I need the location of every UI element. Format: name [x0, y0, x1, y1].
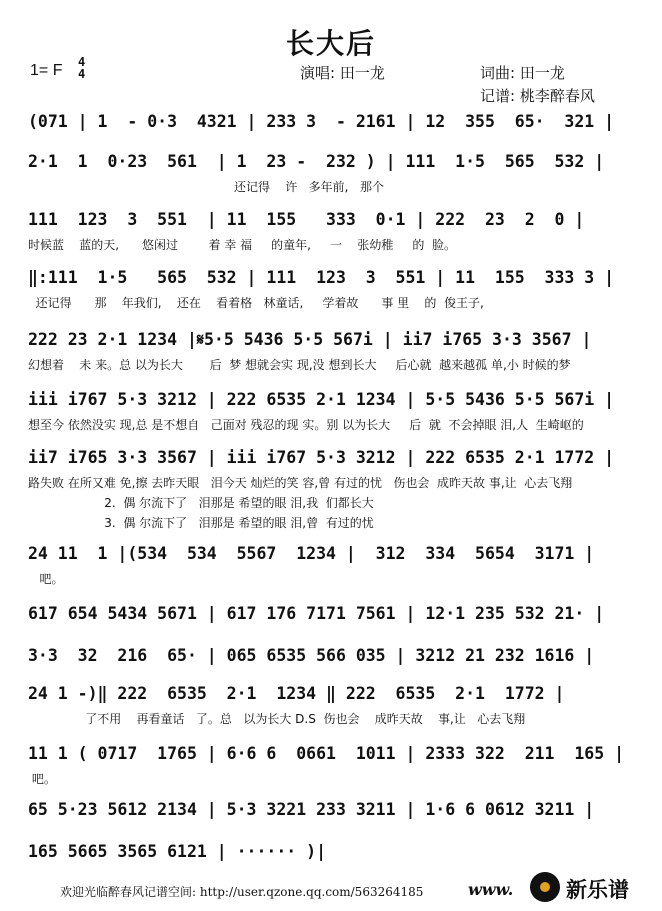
lyricist-composer: 词曲: 田一龙 — [480, 64, 565, 82]
time-signature-top: 4 — [78, 55, 86, 69]
lyrics-row: 吧。 — [28, 772, 56, 786]
singer: 演唱: 田一龙 — [300, 64, 385, 82]
notation-row: 24 11 1 |(534 534 5567 1234 | 312 334 5654 3171 | — [28, 544, 595, 563]
notation-row: 65 5·23 5612 2134 | 5·3 3221 233 3211 | 1·6 6 0612 3211 | — [28, 800, 595, 819]
notation-row: (071 | 1 - 0·3 4321 | 233 3 - 2161 | 12 355 65· 321 | — [28, 112, 615, 131]
lyrics-row: 幻想着 未 来。总 以为长大 后 梦 想就会实 现,没 想到长大 后心就 越来越孤 单,小 时候的梦 — [28, 358, 571, 372]
time-signature-bottom: 4 — [78, 67, 86, 81]
lyrics-row: 想至今 依然没实 现,总 是不想自 己面对 残忍的现 实。别 以为长大 后 就 不会掉眼 泪,人 生崎岖的 — [28, 418, 584, 432]
time-signature — [78, 56, 85, 80]
notation-row: 222 23 2·1 1234 |𝄋5·5 5436 5·5 567i | ii7 i765 3·3 3567 | — [28, 330, 592, 349]
record-disc-icon — [530, 872, 560, 902]
notation-row: 111 123 3 551 | 11 155 333 0·1 | 222 23 2 0 | — [28, 210, 585, 229]
notation-row: iii i767 5·3 3212 | 222 6535 2·1 1234 | 5·5 5436 5·5 567i | — [28, 390, 615, 409]
notation-row: 617 654 5434 5671 | 617 176 7171 7561 | 12·1 235 532 21· | — [28, 604, 605, 623]
lyrics-row: 了不用 再看童话 了。总 以为长大 D.S 伤也会 成昨天故 事,让 心去飞翔 — [28, 712, 526, 726]
notation-row: ii7 i765 3·3 3567 | iii i767 5·3 3212 | 222 6535 2·1 1772 | — [28, 448, 615, 467]
notation-row: 3·3 32 216 65· | 065 6535 566 035 | 3212 21 232 1616 | — [28, 646, 595, 665]
notation-row: 24 1 -)‖ 222 6535 2·1 1234 ‖ 222 6535 2·1 1772 | — [28, 684, 565, 703]
lyrics-row: 时候蓝 蓝的天, 悠闲过 着 幸 福 的童年, 一 张幼稚 的 脸。 — [28, 238, 457, 252]
lyrics-row: 还记得 那 年我们, 还在 看着格 林童话, 学着故 事 里 的 俊王子, — [28, 296, 484, 310]
site-url: www. — [468, 880, 514, 899]
transcriber: 记谱: 桃李醉春风 — [480, 87, 595, 105]
lyrics-row: 2. 偶 尔流下了 泪那是 希望的眼 泪,我 们都长大 — [28, 496, 374, 510]
lyrics-row: 还记得 许 多年前, 那个 — [28, 180, 384, 194]
key-signature: 1= F — [30, 62, 63, 79]
site-logo — [530, 870, 650, 906]
notation-row: ‖:111 1·5 565 532 | 111 123 3 551 | 11 155 333 3 | — [28, 268, 615, 287]
notation-row: 11 1 ( 0717 1765 | 6·6 6 0661 1011 | 2333 322 211 165 | — [28, 744, 625, 763]
lyrics-row: 3. 偶 尔流下了 泪那是 希望的眼 泪,曾 有过的忧 — [28, 516, 374, 530]
lyrics-row: 路失败 在所又难 免,擦 去昨天眼 泪今天 灿烂的笑 容,曾 有过的忧 伤也会 成昨天故 事,让 心去飞翔 — [28, 476, 573, 490]
logo-text: 新乐谱 — [566, 878, 629, 902]
lyrics-row: 吧。 — [28, 572, 64, 586]
notation-row: 2·1 1 0·23 561 | 1 23 - 232 ) | 111 1·5 565 532 | — [28, 152, 605, 171]
song-title: 长大后 — [285, 27, 376, 60]
footer-text: 欢迎光临醉春风记谱空间: http://user.qzone.qq.com/563264185 — [60, 885, 424, 899]
notation-row: 165 5665 3565 6121 | ······ )| — [28, 842, 327, 861]
